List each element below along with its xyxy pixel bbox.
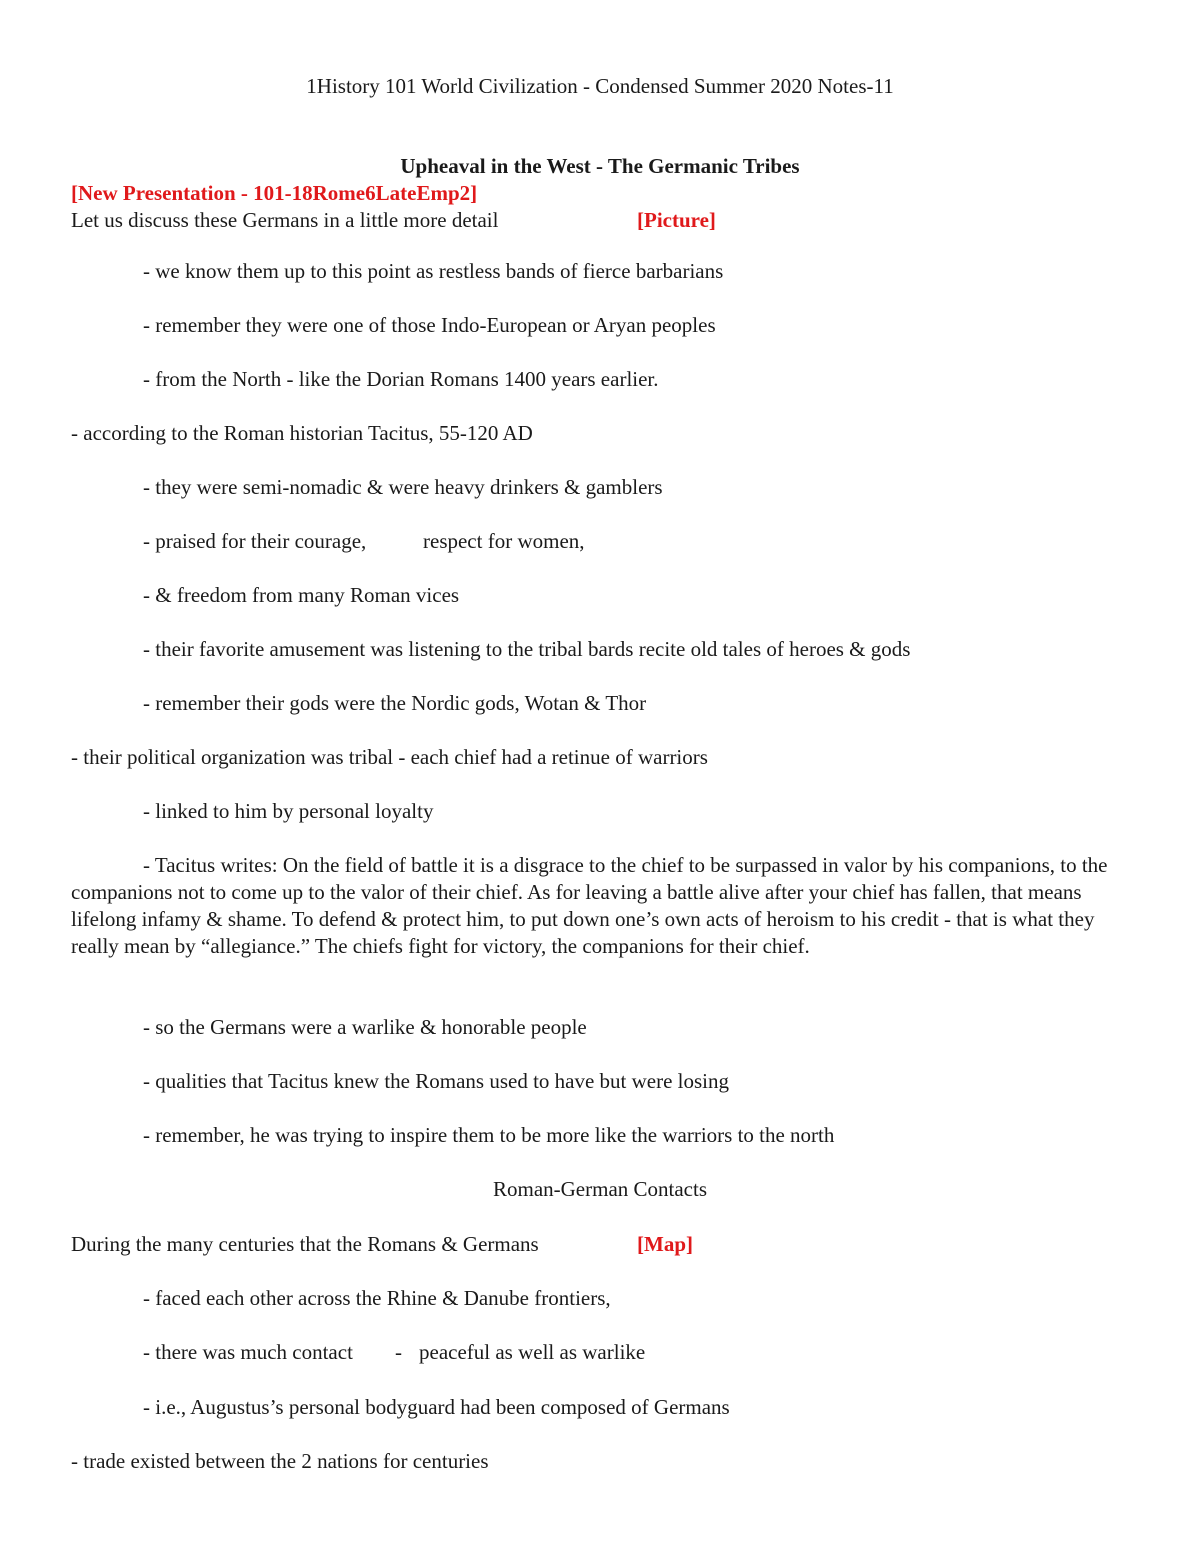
bullet-line: - trade existed between the 2 nations for centuries	[71, 1449, 489, 1473]
bullet-line: - linked to him by personal loyalty	[143, 799, 434, 823]
bullet-line: - remember, he was trying to inspire them to be more like the warriors to the north	[143, 1123, 835, 1147]
presentation-tag: [New Presentation - 101-18Rome6LateEmp2]	[71, 181, 478, 205]
section-heading: Roman-German Contacts	[492, 1177, 708, 1201]
page-header: 1History 101 World Civilization - Condensed Summer 2020 Notes-11	[306, 74, 894, 98]
map-link[interactable]: [Map]	[637, 1232, 693, 1256]
bullet-line: - from the North - like the Dorian Romans 1400 years earlier.	[143, 367, 659, 391]
bullet-line: - there was much contact	[143, 1340, 353, 1364]
picture-link[interactable]: [Picture]	[637, 208, 716, 232]
bullet-line: - remember they were one of those Indo-European or Aryan peoples	[143, 313, 716, 337]
bullet-line: - according to the Roman historian Tacitus, 55-120 AD	[71, 421, 533, 445]
bullet-text-continued: peaceful as well as warlike	[419, 1340, 646, 1364]
page-title: Upheaval in the West - The Germanic Tribes	[400, 154, 800, 178]
bullet-line: - faced each other across the Rhine & Danube frontiers,	[143, 1286, 611, 1310]
bullet-line: - & freedom from many Roman vices	[143, 583, 460, 607]
bullet-line: - we know them up to this point as restless bands of fierce barbarians	[143, 259, 724, 283]
section-intro-text: During the many centuries that the Romans & Germans	[71, 1232, 539, 1256]
bullet-line: - so the Germans were a warlike & honorable people	[143, 1015, 587, 1039]
tacitus-quote-paragraph: - Tacitus writes: On the field of battle it is a disgrace to the chief to be surpassed in valor by his companions, to the companions not to come up to the valor of their chief. As for leaving a battle alive after your chief has fallen, that means lifelong infamy & shame. To defend & protect him, to put down one’s own acts of heroism to his credit - that is what they really mean by “allegiance.” The chiefs fight for victory, the companions for their chief.	[71, 853, 1108, 958]
bullet-line: - they were semi-nomadic & were heavy drinkers & gamblers	[143, 475, 663, 499]
bullet-text-continued: respect for women,	[423, 529, 585, 553]
bullet-line: - their political organization was tribal - each chief had a retinue of warriors	[71, 745, 708, 769]
intro-line	[71, 207, 498, 234]
bullet-line: - their favorite amusement was listening to the tribal bards recite old tales of heroes & gods	[143, 637, 911, 661]
bullet-text: - praised for their courage,	[143, 529, 367, 553]
bullet-line: - qualities that Tacitus knew the Romans used to have but were losing	[143, 1069, 730, 1093]
dash-separator: -	[395, 1340, 402, 1364]
intro-text: Let us discuss these Germans in a little more detail	[71, 208, 499, 232]
bullet-line: - remember their gods were the Nordic gods, Wotan & Thor	[143, 691, 647, 715]
bullet-line: - i.e., Augustus’s personal bodyguard had been composed of Germans	[143, 1395, 730, 1419]
bullet-line	[143, 528, 366, 555]
